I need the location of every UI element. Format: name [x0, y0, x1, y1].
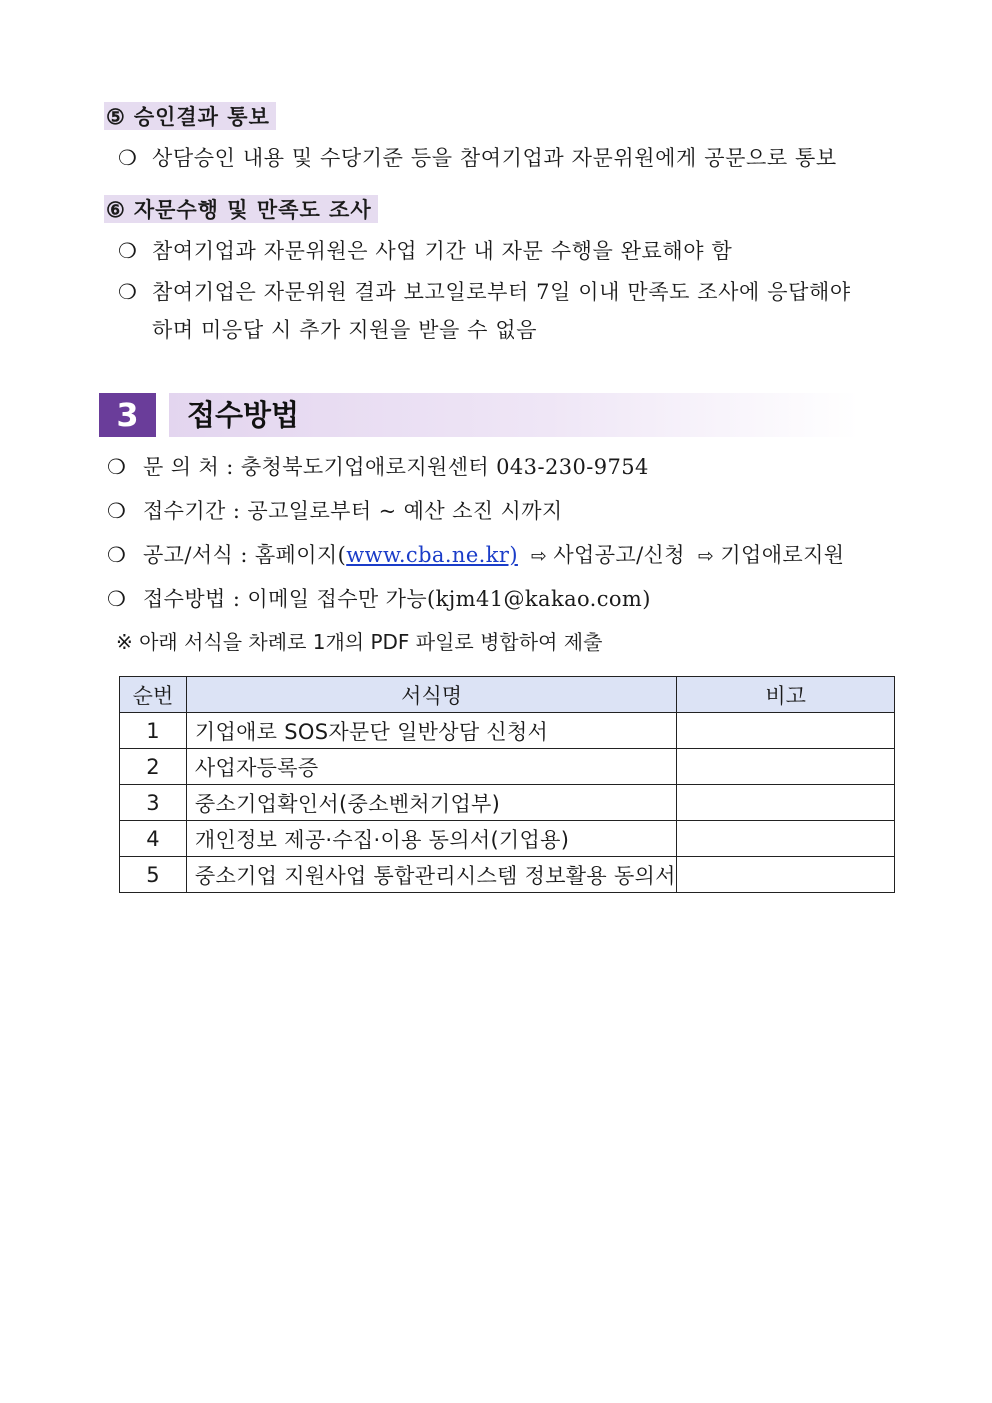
table-header-row — [120, 677, 895, 713]
step-6-title: 자문수행 및 만족도 조사 — [133, 197, 372, 222]
step-6-item-1-text: 참여기업과 자문위원은 사업 기간 내 자문 수행을 완료해야 함 — [152, 239, 733, 263]
step-6-number: ⑥ — [106, 196, 126, 222]
row-number: 1 — [120, 713, 187, 749]
row-form-name: 기업애로 SOS자문단 일반상담 신청서 — [186, 713, 676, 749]
contact-label: 문 의 처 — [143, 455, 220, 479]
period-label: 접수기간 — [143, 499, 226, 523]
bullet-icon: ❍ — [107, 499, 127, 523]
bullet-icon: ❍ — [118, 280, 138, 304]
table-row — [120, 821, 895, 857]
step-5-title: 승인결과 통보 — [133, 104, 270, 129]
step-5-item-1 — [118, 142, 837, 172]
period-line — [107, 495, 563, 525]
method-value: 이메일 접수만 가능(kjm41@kakao.com) — [247, 587, 651, 611]
forms-table — [119, 676, 895, 893]
step-5-number: ⑤ — [106, 103, 126, 129]
section-3-header — [99, 393, 859, 437]
method-label: 접수방법 — [143, 587, 226, 611]
table-row — [120, 785, 895, 821]
arrow-right-icon: ⇨ — [698, 545, 715, 567]
row-remark — [677, 857, 895, 893]
notice-step-1: 사업공고/신청 — [553, 543, 685, 567]
header-order: 순번 — [120, 677, 187, 713]
contact-value: 충청북도기업애로지원센터 043-230-9754 — [240, 455, 649, 479]
step-5-heading — [104, 102, 276, 130]
row-number: 3 — [120, 785, 187, 821]
row-form-name: 중소기업 지원사업 통합관리시스템 정보활용 동의서 — [186, 857, 676, 893]
row-number: 4 — [120, 821, 187, 857]
notice-step-2: 기업애로지원 — [720, 543, 845, 567]
bullet-icon: ❍ — [107, 455, 127, 479]
row-remark — [677, 785, 895, 821]
step-6-heading — [104, 195, 378, 223]
table-row — [120, 713, 895, 749]
row-form-name: 사업자등록증 — [186, 749, 676, 785]
step-5-item-1-text: 상담승인 내용 및 수당기준 등을 참여기업과 자문위원에게 공문으로 통보 — [152, 146, 837, 170]
homepage-link[interactable]: www.cba.ne.kr) — [346, 543, 518, 567]
separator: : — [240, 543, 248, 567]
section-title: 접수방법 — [187, 398, 300, 432]
header-remark: 비고 — [677, 677, 895, 713]
header-form-name: 서식명 — [186, 677, 676, 713]
separator: : — [226, 455, 234, 479]
section-number-badge: 3 — [99, 393, 156, 437]
row-remark — [677, 821, 895, 857]
step-6-item-2-continuation: 하며 미응답 시 추가 지원을 받을 수 없음 — [152, 318, 538, 342]
row-remark — [677, 749, 895, 785]
row-form-name: 개인정보 제공·수집·이용 동의서(기업용) — [186, 821, 676, 857]
contact-line — [107, 451, 649, 481]
arrow-right-icon: ⇨ — [531, 545, 548, 567]
row-number: 5 — [120, 857, 187, 893]
step-6-item-2 — [118, 276, 851, 306]
notice-line — [107, 539, 844, 569]
notice-prefix: 홈페이지( — [254, 543, 347, 567]
separator: : — [232, 499, 241, 523]
submission-note: ※ 아래 서식을 차례로 1개의 PDF 파일로 병합하여 제출 — [116, 630, 603, 654]
step-6-item-2-text: 참여기업은 자문위원 결과 보고일로부터 7일 이내 만족도 조사에 응답해야 — [152, 280, 851, 304]
bullet-icon: ❍ — [118, 146, 138, 170]
method-line — [107, 583, 651, 613]
table-row — [120, 749, 895, 785]
bullet-icon: ❍ — [107, 543, 127, 567]
notice-label: 공고/서식 — [143, 543, 234, 567]
separator: : — [232, 587, 241, 611]
row-form-name: 중소기업확인서(중소벤처기업부) — [186, 785, 676, 821]
table-row — [120, 857, 895, 893]
row-number: 2 — [120, 749, 187, 785]
period-value: 공고일로부터 ~ 예산 소진 시까지 — [247, 499, 563, 523]
bullet-icon: ❍ — [107, 587, 127, 611]
row-remark — [677, 713, 895, 749]
step-6-item-1 — [118, 235, 732, 265]
bullet-icon: ❍ — [118, 239, 138, 263]
